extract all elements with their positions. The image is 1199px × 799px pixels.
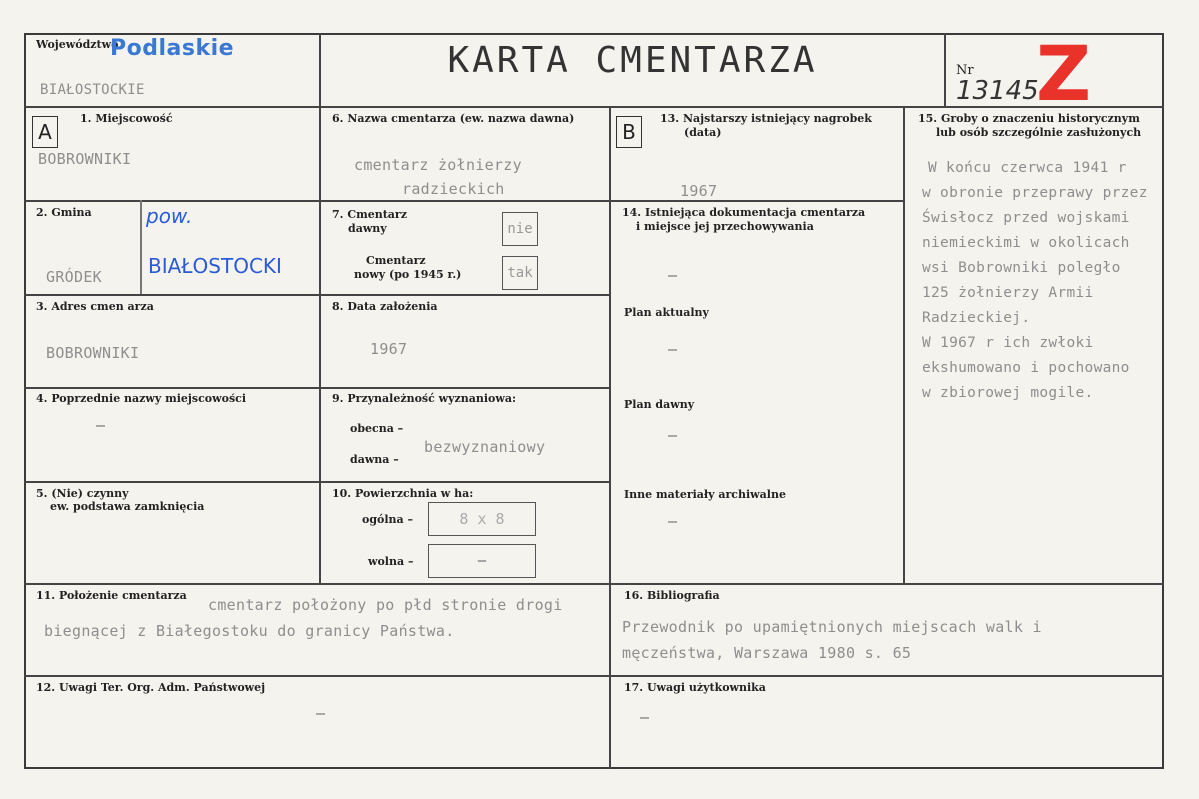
wojewodztwo-value: BIAŁOSTOCKIE <box>40 82 145 98</box>
field-9-value: bezwyznaniowy <box>424 438 546 456</box>
wojewodztwo-label: Województwo <box>36 38 119 51</box>
divider <box>140 200 142 294</box>
field-17-label: 17. Uwagi użytkownika <box>624 681 766 694</box>
field-14-value: – <box>668 266 678 284</box>
field-2-hand-bottom: BIAŁOSTOCKI <box>148 254 282 278</box>
divider <box>903 106 905 583</box>
field-12-label: 12. Uwagi Ter. Org. Adm. Państwowej <box>36 681 266 694</box>
field-7-nowy-box: tak <box>502 256 538 290</box>
field-3-value: BOBROWNIKI <box>46 344 140 362</box>
plan-aktualny-label: Plan aktualny <box>624 306 709 319</box>
divider <box>24 387 609 389</box>
nr-letter: Z <box>1036 29 1092 118</box>
field-15-line: wsi Bobrowniki poległo <box>922 260 1121 276</box>
field-2-hand-top: pow. <box>146 204 193 228</box>
field-10-label: 10. Powierzchnia w ha: <box>332 487 474 500</box>
field-15-line: 125 żołnierzy Armii <box>922 285 1094 301</box>
field-10-wolna-label: wolna – <box>368 555 414 568</box>
field-15-line: Świsłocz przed wojskami <box>922 210 1130 226</box>
field-6-value-line2: radzieckich <box>402 180 505 198</box>
field-11-label: 11. Położenie cmentarza <box>36 589 187 602</box>
divider <box>24 106 1164 108</box>
field-6-value-line1: cmentarz żołnierzy <box>354 156 522 174</box>
field-14-label-line1: 14. Istniejąca dokumentacja cmentarza <box>622 206 866 219</box>
field-3-label: 3. Adres cmen arza <box>36 300 154 313</box>
plan-dawny-value: – <box>668 426 678 444</box>
field-15-line: W końcu czerwca 1941 r <box>928 160 1127 176</box>
field-15-label-line2: lub osób szczególnie zasłużonych <box>936 126 1142 139</box>
plan-dawny-label: Plan dawny <box>624 398 695 411</box>
field-5-label: 5. (Nie) czynny <box>36 487 129 500</box>
field-15-line: Radzieckiej. <box>922 310 1031 326</box>
field-9-obecna-label: obecna – <box>350 422 404 435</box>
field-9-dawna-label: dawna – <box>350 453 399 466</box>
field-7-label-line2: dawny <box>348 222 387 235</box>
field-4-label: 4. Poprzednie nazwy miejscowości <box>36 392 247 405</box>
field-15-line: ekshumowano i pochowano <box>922 360 1130 376</box>
field-2-label: 2. Gmina <box>36 206 92 219</box>
section-b-letter: B <box>616 116 642 148</box>
field-10-wolna-box: – <box>428 544 536 578</box>
divider <box>24 675 1164 677</box>
field-16-label: 16. Bibliografia <box>624 589 720 602</box>
field-8-value: 1967 <box>370 340 408 358</box>
field-4-value: – <box>96 416 106 434</box>
field-5-sublabel: ew. podstawa zamknięcia <box>50 500 205 513</box>
field-12-value: – <box>316 704 326 722</box>
section-a-letter: A <box>32 116 58 148</box>
field-2-value: GRÓDEK <box>46 268 102 286</box>
field-7-dawny-box: nie <box>502 212 538 246</box>
divider <box>24 294 609 296</box>
field-10-ogolna-box: 8 x 8 <box>428 502 536 536</box>
field-1-value: BOBROWNIKI <box>38 150 132 168</box>
field-14-label-line2: i miejsce jej przechowywania <box>636 220 814 233</box>
field-6-label: 6. Nazwa cmentarza (ew. nazwa dawna) <box>332 112 575 125</box>
inne-materialy-label: Inne materiały archiwalne <box>624 488 786 501</box>
plan-aktualny-value: – <box>668 340 678 358</box>
field-7-label-line1: 7. Cmentarz <box>332 208 407 221</box>
field-13-label-line1: 13. Najstarszy istniejący nagrobek <box>660 112 872 125</box>
field-15-label-line1: 15. Groby o znaczeniu historycznym <box>918 112 1140 125</box>
nr-value: 13145 <box>956 76 1039 106</box>
wojewodztwo-stamp: Podlaskie <box>110 36 235 61</box>
divider <box>24 481 609 483</box>
field-1-label: 1. Miejscowość <box>80 112 173 125</box>
field-17-value: – <box>640 708 650 726</box>
field-7-nowy-line2: nowy (po 1945 r.) <box>354 268 462 281</box>
field-15-line: W 1967 r ich zwłoki <box>922 335 1094 351</box>
field-13-value: 1967 <box>680 182 718 200</box>
field-9-label: 9. Przynależność wyznaniowa: <box>332 392 517 405</box>
field-8-label: 8. Data założenia <box>332 300 438 313</box>
field-10-ogolna-label: ogólna – <box>362 513 413 526</box>
field-16-line1: Przewodnik po upamiętnionych miejscach walk i <box>622 618 1042 636</box>
inne-materialy-value: – <box>668 512 678 530</box>
page-title: KARTA CMENTARZA <box>447 40 818 81</box>
divider <box>24 200 904 202</box>
divider <box>609 106 611 769</box>
nr-label: Nr <box>956 63 974 78</box>
field-15-line: w zbiorowej mogile. <box>922 385 1094 401</box>
field-7-nowy-line1: Cmentarz <box>366 254 426 267</box>
field-11-line1: cmentarz położony po płd stronie drogi <box>208 596 563 614</box>
field-15-line: niemieckimi w okolicach <box>922 235 1130 251</box>
field-16-line2: męczeństwa, Warszawa 1980 s. 65 <box>622 644 912 662</box>
field-13-label-line2: (data) <box>684 126 722 139</box>
divider <box>319 33 321 583</box>
field-11-line2: biegnącej z Białegostoku do granicy Państwa. <box>44 622 455 640</box>
divider <box>24 583 1164 585</box>
field-15-line: w obronie przeprawy przez <box>922 185 1148 201</box>
